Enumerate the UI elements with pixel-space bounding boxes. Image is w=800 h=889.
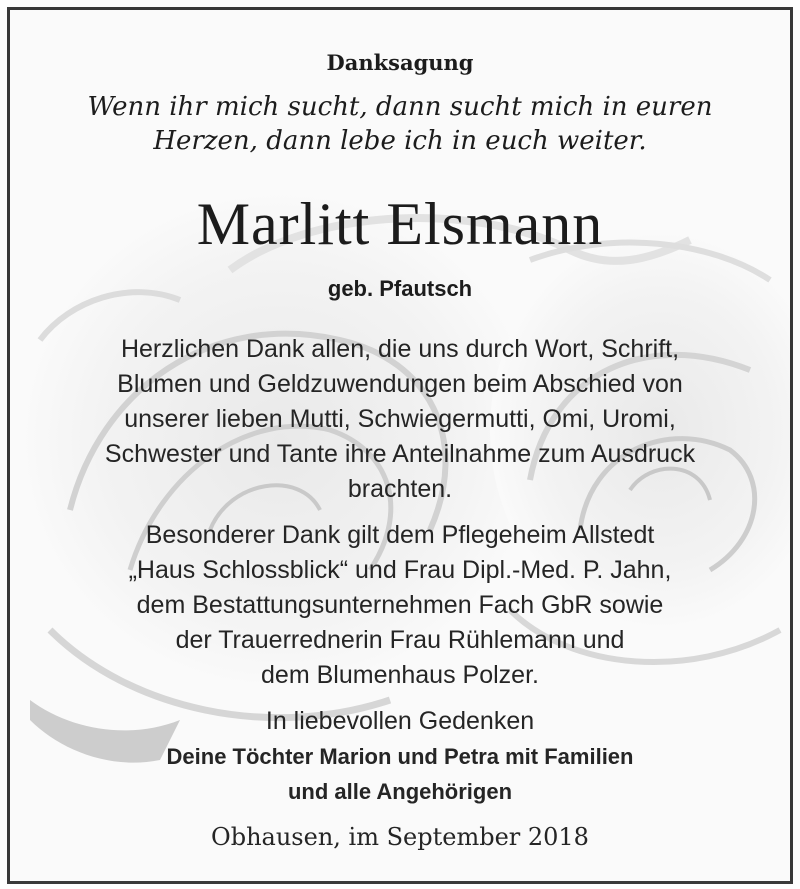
signatories-line-2: und alle Angehörigen — [287, 779, 513, 804]
heading: Danksagung — [326, 50, 474, 75]
birth-name: geb. Pfautsch — [327, 276, 473, 301]
obituary-card — [7, 7, 793, 884]
special-thanks-line-3: dem Bestattungsunternehmen Fach GbR sowie — [136, 591, 664, 619]
thanks-line-3: unserer lieben Mutti, Schwiegermutti, Omi, Uromi, — [124, 405, 676, 433]
closing-line: In liebevollen Gedenken — [265, 707, 535, 735]
signatories-line-1: Deine Töchter Marion und Petra mit Familien — [166, 744, 634, 769]
notice-content — [10, 10, 790, 881]
thanks-line-4: Schwester und Tante ihre Anteilnahme zum Ausdruck — [104, 440, 696, 468]
thanks-line-1: Herzlichen Dank allen, die uns durch Wort, Schrift, — [120, 335, 680, 363]
motto-line-2: Herzen, dann lebe ich in euch weiter. — [153, 126, 647, 156]
motto-line-1: Wenn ihr mich sucht, dann sucht mich in euren — [87, 92, 713, 122]
special-thanks-line-1: Besonderer Dank gilt dem Pflegeheim Allstedt — [145, 521, 655, 549]
thanks-line-2: Blumen und Geldzuwendungen beim Abschied von — [117, 370, 683, 398]
special-thanks-line-2: „Haus Schlossblick“ und Frau Dipl.-Med. P. Jahn, — [128, 556, 672, 584]
thanks-line-5: brachten. — [347, 475, 453, 503]
place-date: Obhausen, im September 2018 — [211, 823, 589, 851]
deceased-name: Marlitt Elsmann — [196, 191, 604, 257]
special-thanks-line-5: dem Blumenhaus Polzer. — [261, 661, 539, 689]
special-thanks-line-4: der Trauerrednerin Frau Rühlemann und — [175, 626, 625, 654]
